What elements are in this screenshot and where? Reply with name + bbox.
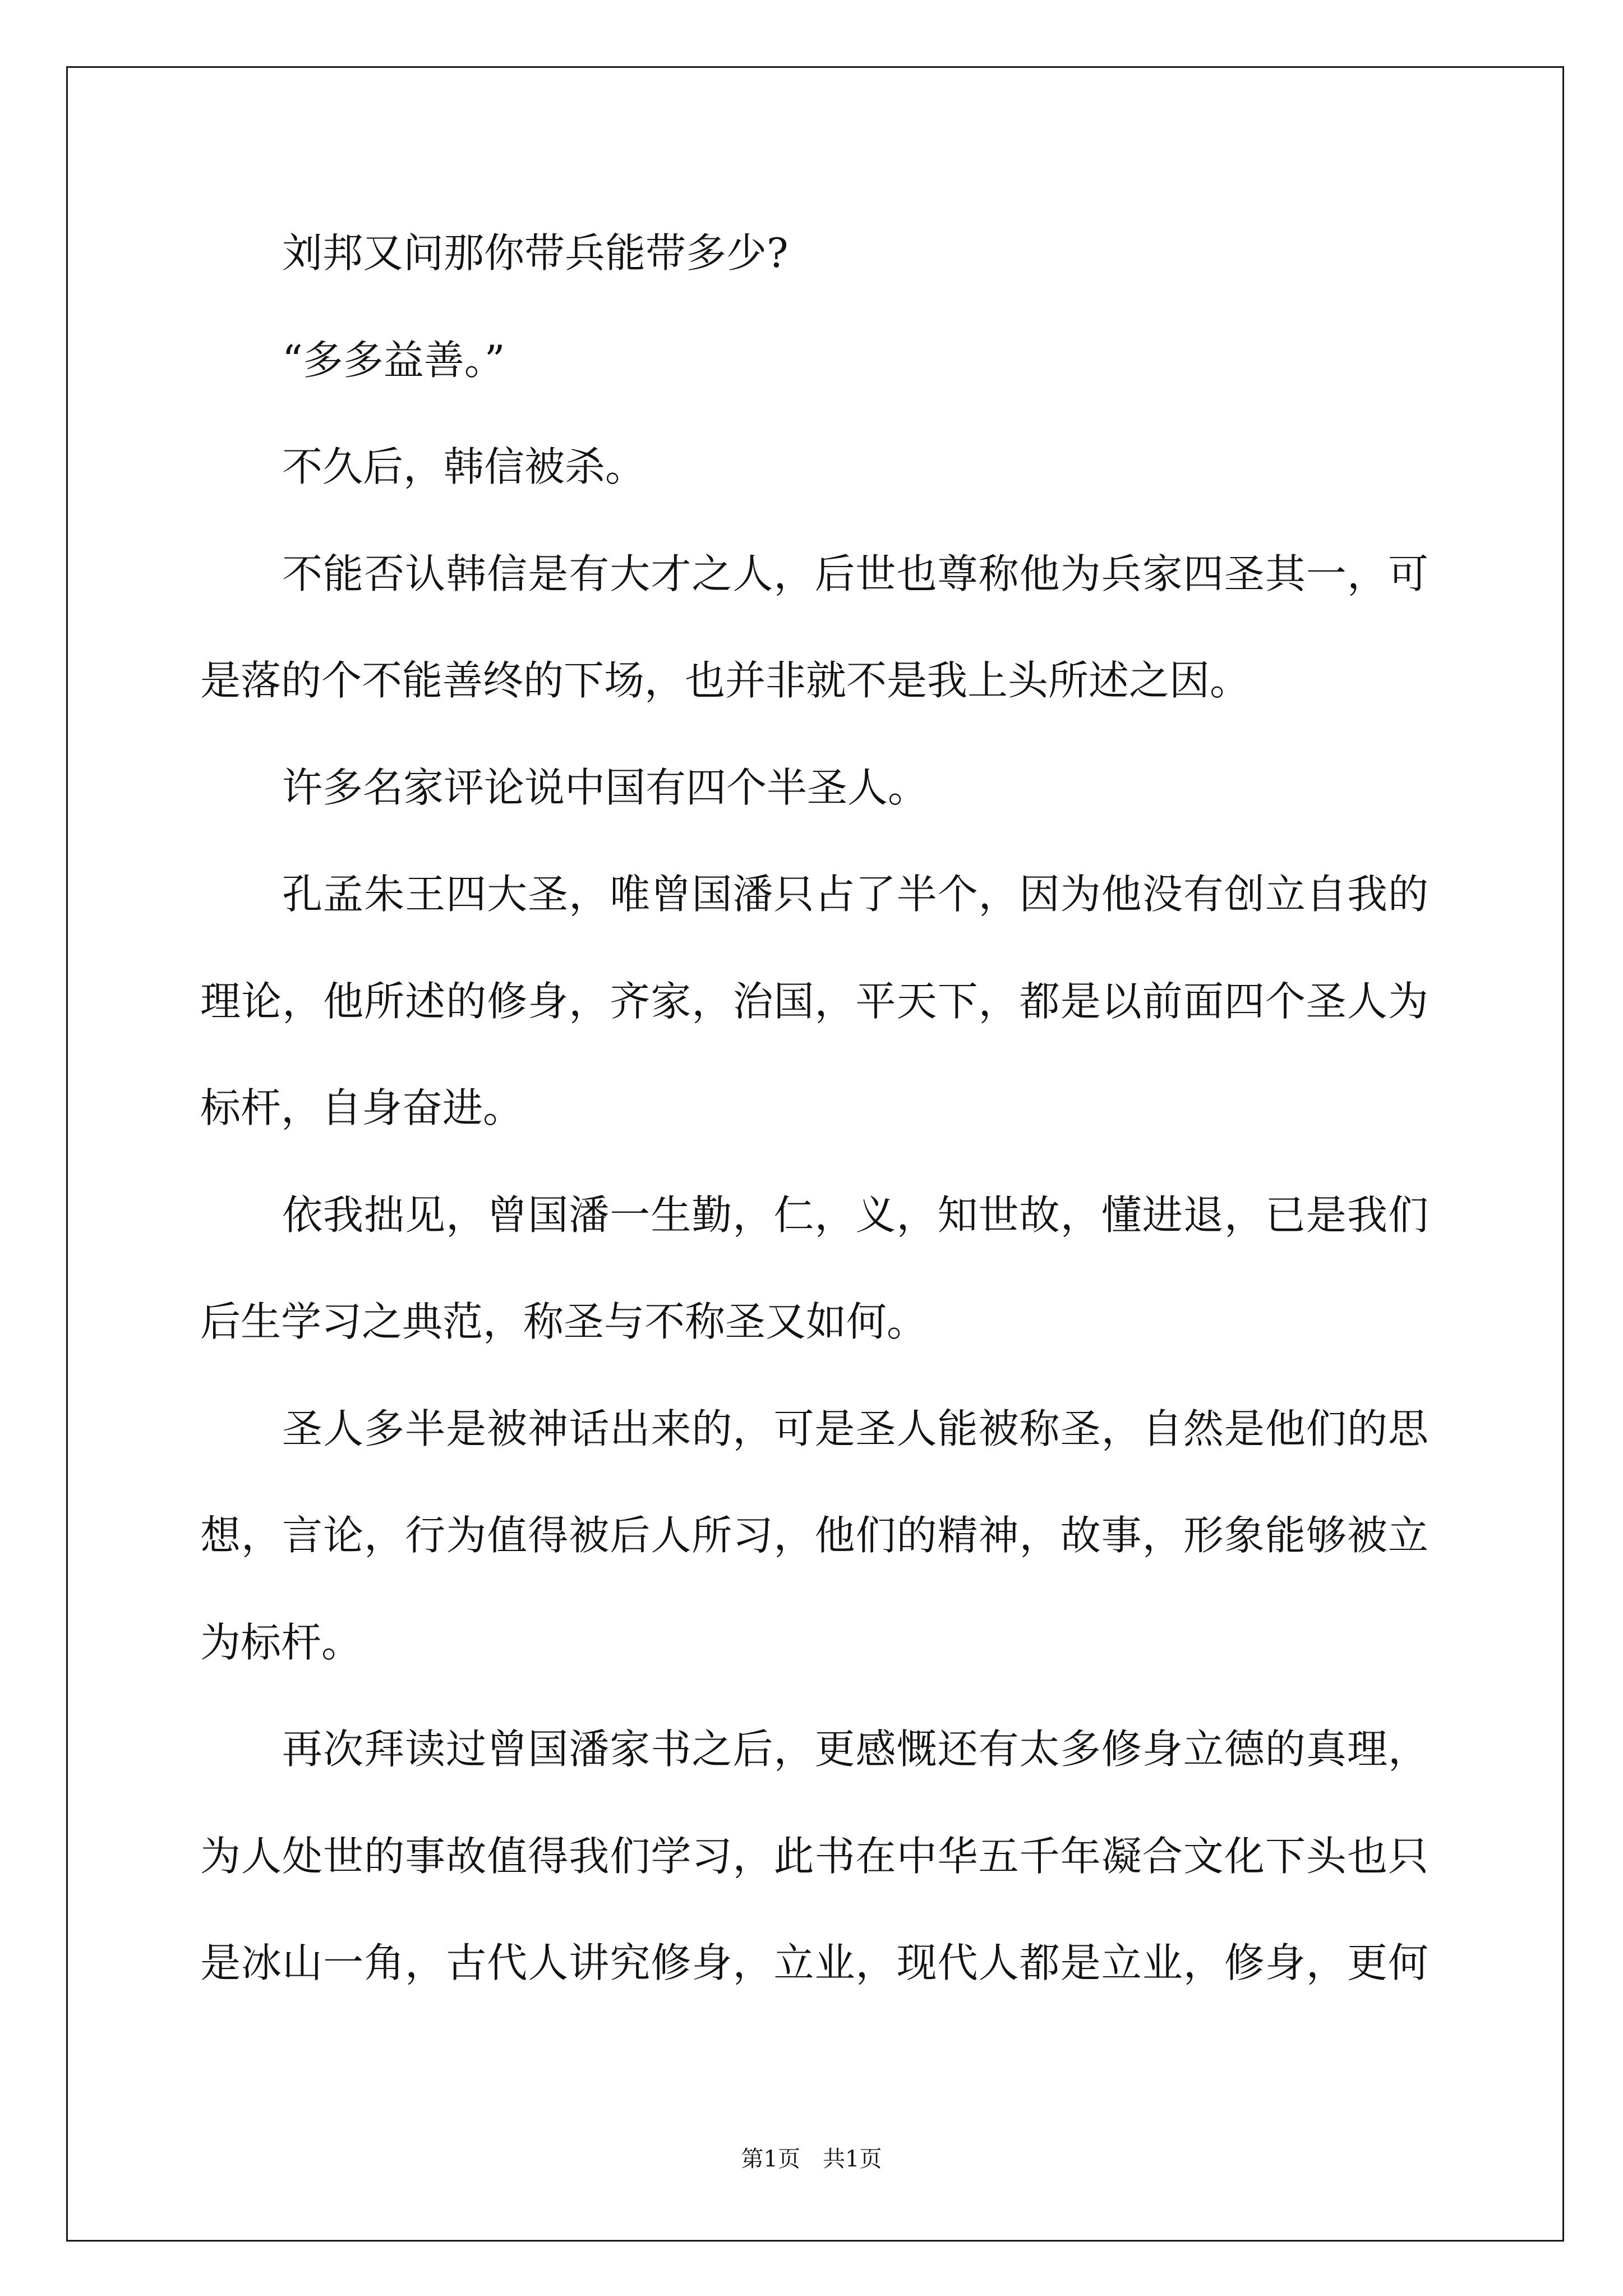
text-line: 孔孟朱王四大圣，唯曾国潘只占了半个，因为他没有创立自我的 xyxy=(282,871,1428,918)
text-line: “多多益善。” xyxy=(282,336,505,384)
paragraph xyxy=(200,307,1428,414)
page-total: 共1页 xyxy=(823,2146,882,2172)
paragraph xyxy=(200,1375,1428,1696)
page-footer xyxy=(0,2142,1623,2176)
text-line: 再次拜读过曾国潘家书之后，更感慨还有太多修身立德的真理， xyxy=(282,1726,1428,1773)
text-line: 是冰山一角，古代人讲究修身，立业，现代人都是立业，修身，更何 xyxy=(200,1939,1428,1986)
text-line: 是落的个不能善终的下场，也并非就不是我上头所述之因。 xyxy=(200,657,1251,704)
paragraph xyxy=(200,1696,1428,2017)
body-text xyxy=(200,200,1428,2017)
paragraph xyxy=(200,521,1428,734)
text-line: 理论，他所述的修身，齐家，治国，平天下，都是以前面四个圣人为 xyxy=(200,977,1428,1025)
text-line: 为人处世的事故值得我们学习，此书在中华五千年凝合文化下头也只 xyxy=(200,1832,1428,1880)
text-line: 后生学习之典范，称圣与不称圣又如何。 xyxy=(200,1298,928,1345)
text-line: 标杆，自身奋进。 xyxy=(200,1084,524,1131)
text-line: 不久后，韩信被杀。 xyxy=(282,443,646,490)
text-line: 不能否认韩信是有大才之人，后世也尊称他为兵家四圣其一，可 xyxy=(282,550,1428,597)
paragraph xyxy=(200,734,1428,841)
paragraph xyxy=(200,1162,1428,1375)
paragraph xyxy=(200,200,1428,307)
text-line: 许多名家评论说中国有四个半圣人。 xyxy=(282,763,929,811)
page-number: 第1页 xyxy=(741,2146,800,2172)
text-line: 想，言论，行为值得被后人所习，他们的精神，故事，形象能够被立 xyxy=(200,1512,1428,1559)
paragraph xyxy=(200,413,1428,521)
paragraph xyxy=(200,841,1428,1162)
text-line: 刘邦又问那你带兵能带多少? xyxy=(282,229,789,277)
text-line: 圣人多半是被神话出来的，可是圣人能被称圣，自然是他们的思 xyxy=(282,1405,1428,1452)
text-line: 依我拙见，曾国潘一生勤，仁，义，知世故，懂进退，已是我们 xyxy=(282,1191,1428,1239)
text-line: 为标杆。 xyxy=(200,1618,362,1666)
